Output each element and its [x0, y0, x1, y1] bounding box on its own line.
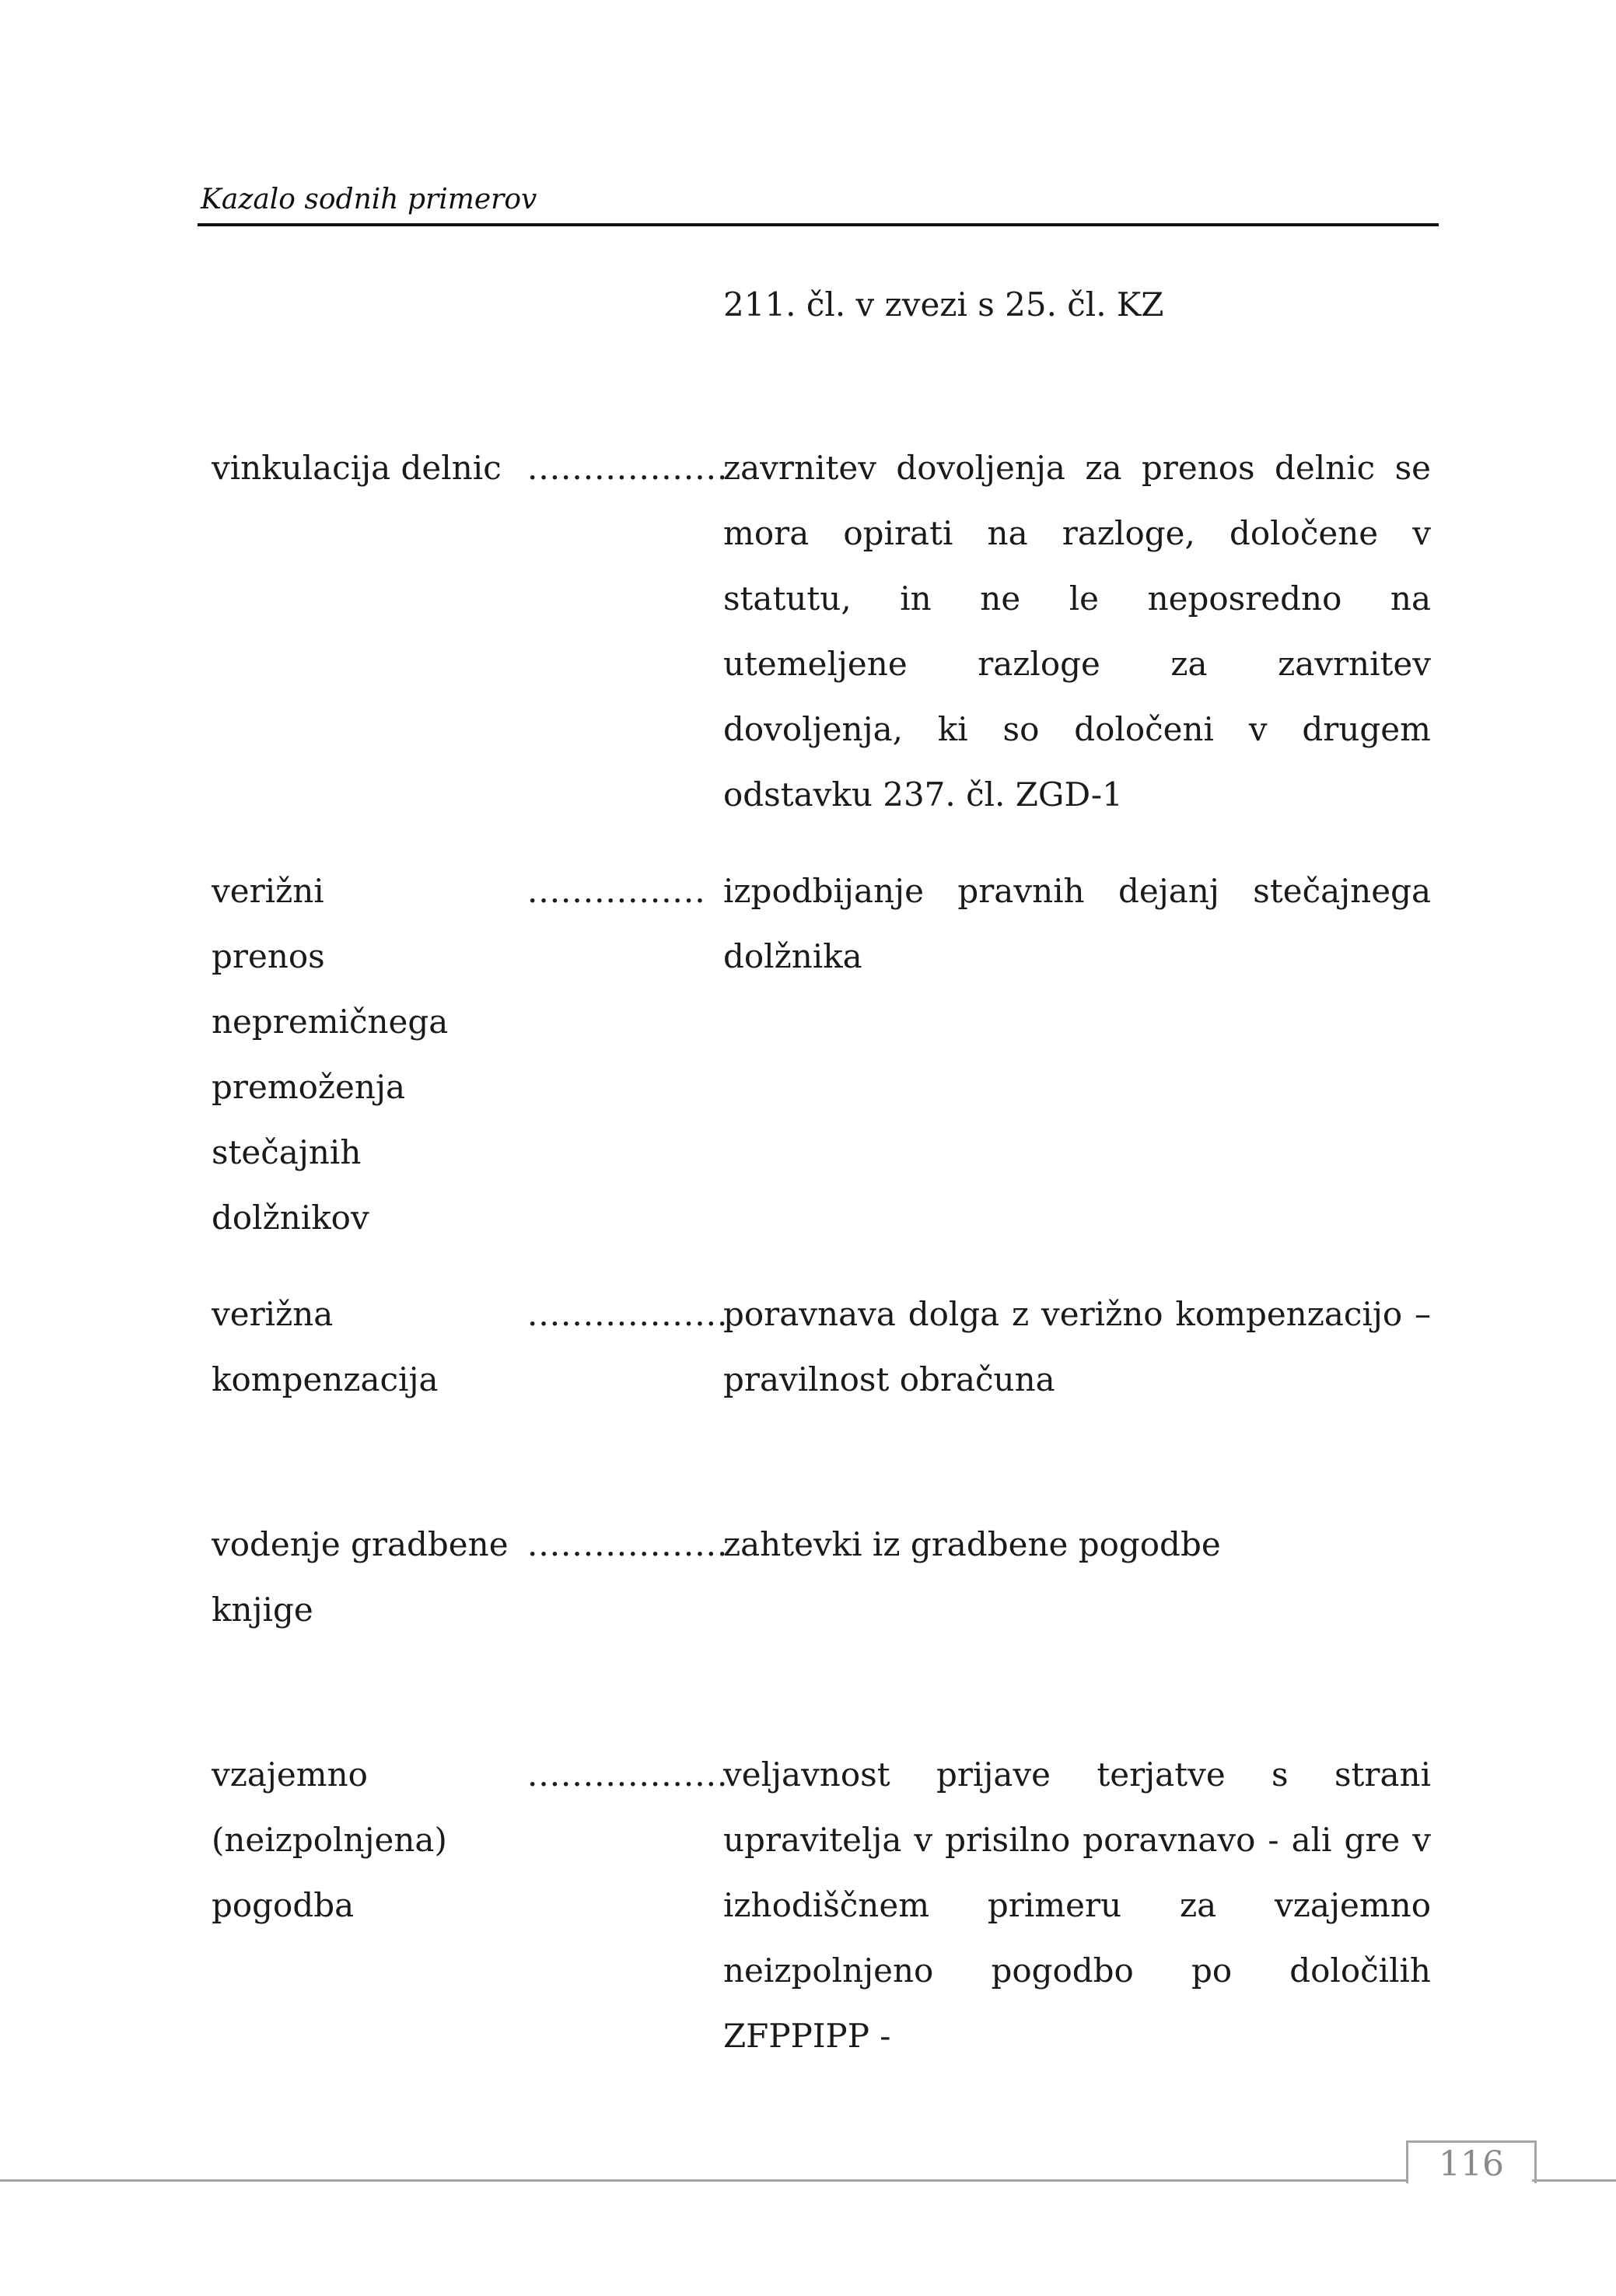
entry-description: izpodbijanje pravnih dejanj stečajnega dolžnika	[723, 872, 1431, 975]
entry-leader-dots: ..................	[527, 1525, 729, 1563]
page-number: 116	[1439, 2144, 1504, 2184]
entry-description: poravnava dolga z verižno kompenzacijo – pravilnost obračuna	[723, 1295, 1431, 1398]
header-divider	[198, 223, 1439, 226]
continued-description: 211. čl. v zvezi s 25. čl. KZ	[723, 285, 1164, 324]
entry-term: vodenje gradbene knjige	[212, 1525, 509, 1629]
footer-divider-right	[1532, 2179, 1616, 2182]
footer-divider-left	[0, 2179, 1406, 2182]
entry-leader-dots: ..................	[527, 1755, 729, 1794]
page-number-box	[1406, 2140, 1537, 2183]
entry-term: vinkulacija delnic	[212, 449, 502, 487]
entry-description: zahtevki iz gradbene pogodbe	[723, 1525, 1221, 1563]
entry-description: zavrnitev dovoljenja za prenos delnic se mora opirati na razloge, določene v statutu, in ne le neposredno na utemeljene razloge za zavrnitev dovoljenja, ki so določeni v drugem odstavku 237. čl. ZGD-1	[723, 449, 1431, 814]
running-header-title: Kazalo sodnih primerov	[201, 184, 537, 215]
entry-leader-dots: ..................	[527, 1295, 729, 1333]
entry-description: veljavnost prijave terjatve s strani upravitelja v prisilno poravnavo - ali gre v izhodiščnem primeru za vzajemno neizpolnjeno pogodbo po določilih ZFPPIPP -	[723, 1755, 1431, 2055]
entry-leader-dots: ................	[527, 872, 706, 910]
entry-term: verižni prenos nepremičnega premoženja stečajnih dolžnikov	[212, 872, 449, 1237]
entry-term: verižna kompenzacija	[212, 1295, 439, 1398]
entry-term: vzajemno (neizpolnjena) pogodba	[212, 1755, 447, 1924]
entry-leader-dots: ..................	[527, 449, 729, 487]
